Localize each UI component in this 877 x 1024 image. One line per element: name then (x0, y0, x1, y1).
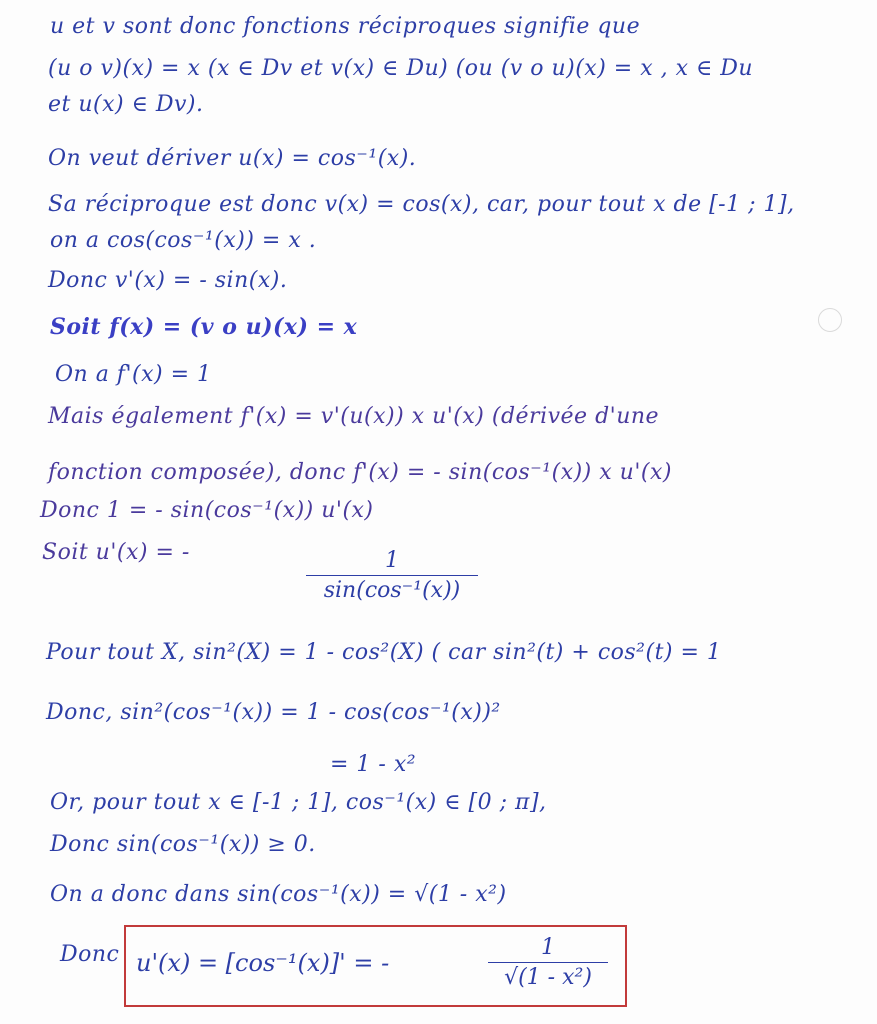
text-line: Donc v'(x) = - sin(x). (48, 268, 288, 293)
text-line: = 1 - x² (330, 752, 417, 777)
result-denominator: √(1 - x²) (504, 965, 592, 990)
text-line: On a f'(x) = 1 (55, 362, 212, 387)
text-line: (u o v)(x) = x (x ∈ Dv et v(x) ∈ Du) (ou (v o u)(x) = x , x ∈ Du (48, 56, 754, 81)
text-line: On veut dériver u(x) = cos⁻¹(x). (48, 146, 417, 171)
circle-mark (818, 308, 842, 332)
text-line: Donc, sin²(cos⁻¹(x)) = 1 - cos(cos⁻¹(x))² (46, 700, 501, 725)
fraction-derivative (306, 548, 478, 603)
result-numerator: 1 (541, 935, 555, 960)
text-line: On a donc dans sin(cos⁻¹(x)) = √(1 - x²) (50, 882, 507, 907)
fraction-denominator: sin(cos⁻¹(x)) (323, 578, 461, 603)
text-line: Soit f(x) = (v o u)(x) = x (50, 314, 358, 340)
result-fraction-bar (488, 962, 608, 963)
text-line: Pour tout X, sin²(X) = 1 - cos²(X) ( car sin²(t) + cos²(t) = 1 (46, 640, 722, 665)
text-line: Donc 1 = - sin(cos⁻¹(x)) u'(x) (40, 498, 374, 523)
text-line: Donc (60, 942, 120, 967)
result-lhs: u'(x) = [cos⁻¹(x)]' = - (136, 949, 390, 977)
fraction-bar (306, 575, 478, 576)
text-line: et u(x) ∈ Dv). (48, 92, 204, 117)
text-line: Sa réciproque est donc v(x) = cos(x), car, pour tout x de [-1 ; 1], (48, 192, 795, 217)
result-box (124, 925, 627, 1007)
fraction-numerator: 1 (385, 548, 399, 573)
text-line: fonction composée), donc f'(x) = - sin(cos⁻¹(x)) x u'(x) (48, 460, 672, 485)
result-fraction (488, 935, 608, 990)
text-line: u et v sont donc fonctions réciproques signifie que (50, 14, 641, 39)
text-line: Or, pour tout x ∈ [-1 ; 1], cos⁻¹(x) ∈ [0 ; π], (50, 790, 547, 815)
text-line: Donc sin(cos⁻¹(x)) ≥ 0. (50, 832, 316, 857)
text-line: on a cos(cos⁻¹(x)) = x . (50, 228, 317, 253)
text-line: Soit u'(x) = - (42, 540, 190, 565)
text-line: Mais également f'(x) = v'(u(x)) x u'(x) (dérivée d'une (48, 404, 660, 429)
